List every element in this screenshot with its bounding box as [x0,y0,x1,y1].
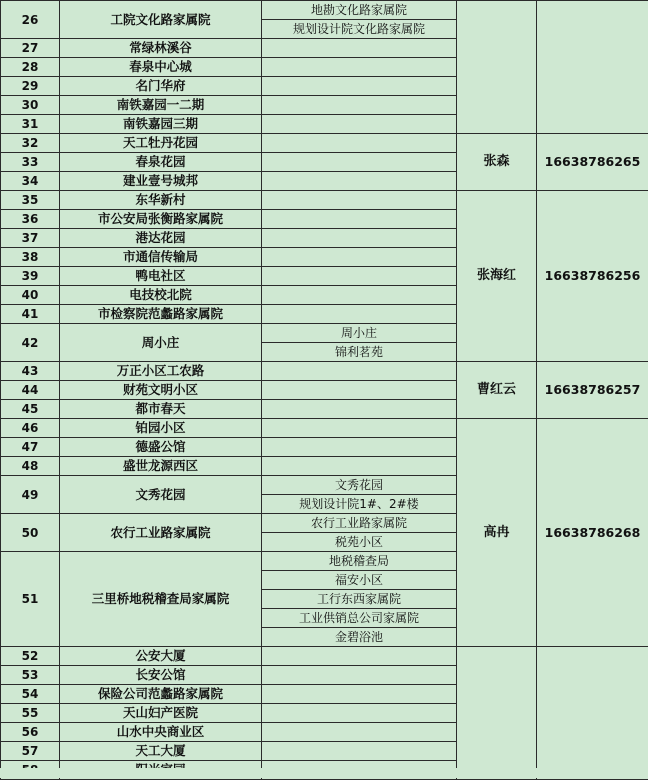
row-number: 35 [1,191,60,210]
sub-community: 工业供销总公司家属院 [262,609,457,628]
bottom-edge [0,768,648,778]
row-number: 48 [1,457,60,476]
sub-community [262,191,457,210]
community-name: 市公安局张衡路家属院 [60,210,262,229]
community-name: 市检察院范蠡路家属院 [60,305,262,324]
sub-community [262,438,457,457]
contact-person: 张森 [457,134,537,191]
sub-community: 农行工业路家属院 [262,514,457,533]
sub-community: 地税稽查局 [262,552,457,571]
sub-community [262,172,457,191]
row-number: 57 [1,742,60,761]
community-name: 万正小区工农路 [60,362,262,381]
row-number: 55 [1,704,60,723]
sub-community: 文秀花园 [262,476,457,495]
table-row [1,647,648,666]
row-number: 44 [1,381,60,400]
community-name: 名门华府 [60,77,262,96]
sub-community [262,305,457,324]
row-number: 39 [1,267,60,286]
community-name: 工院文化路家属院 [60,1,262,39]
sub-community: 工行东西家属院 [262,590,457,609]
row-number: 36 [1,210,60,229]
sub-community: 福安小区 [262,571,457,590]
contact-phone [537,1,648,134]
sub-community [262,96,457,115]
contact-phone: 16638786256 [537,191,648,362]
contact-person: 曹红云 [457,362,537,419]
sub-community [262,77,457,96]
community-name: 电技校北院 [60,286,262,305]
community-name: 南铁嘉园一二期 [60,96,262,115]
sub-community [262,742,457,761]
sub-community [262,457,457,476]
community-name: 三里桥地税稽查局家属院 [60,552,262,647]
community-name: 鸭电社区 [60,267,262,286]
sub-community: 规划设计院1#、2#楼 [262,495,457,514]
community-name: 南铁嘉园三期 [60,115,262,134]
sub-community [262,704,457,723]
sub-community: 金碧浴池 [262,628,457,647]
sub-community [262,286,457,305]
table-row [1,191,648,210]
community-name: 市通信传输局 [60,248,262,267]
sub-community: 锦利茗苑 [262,343,457,362]
contact-phone: 16638786257 [537,362,648,419]
sub-community [262,39,457,58]
row-number: 26 [1,1,60,39]
contact-person [457,1,537,134]
sub-community [262,381,457,400]
row-number: 53 [1,666,60,685]
contact-phone [537,647,648,780]
sub-community [262,647,457,666]
row-number: 43 [1,362,60,381]
sub-community [262,248,457,267]
row-number: 27 [1,39,60,58]
row-number: 40 [1,286,60,305]
sub-community [262,115,457,134]
row-number: 32 [1,134,60,153]
row-number: 37 [1,229,60,248]
row-number: 41 [1,305,60,324]
sub-community: 税苑小区 [262,533,457,552]
community-name: 财苑文明小区 [60,381,262,400]
row-number: 38 [1,248,60,267]
community-name: 德盛公馆 [60,438,262,457]
row-number: 49 [1,476,60,514]
contact-person [457,647,537,780]
table-row [1,1,648,20]
row-number: 52 [1,647,60,666]
row-number: 51 [1,552,60,647]
table-row [1,419,648,438]
community-name: 盛世龙源西区 [60,457,262,476]
row-number: 47 [1,438,60,457]
contact-phone: 16638786268 [537,419,648,647]
sub-community [262,362,457,381]
sub-community [262,685,457,704]
sub-community [262,723,457,742]
row-number: 45 [1,400,60,419]
community-name: 春泉中心城 [60,58,262,77]
sub-community [262,58,457,77]
sub-community [262,229,457,248]
sub-community: 地勘文化路家属院 [262,1,457,20]
sub-community [262,153,457,172]
community-name: 周小庄 [60,324,262,362]
row-number: 54 [1,685,60,704]
community-name: 天山妇产医院 [60,704,262,723]
sub-community [262,134,457,153]
sub-community [262,267,457,286]
row-number: 31 [1,115,60,134]
sub-community [262,210,457,229]
community-name: 东华新村 [60,191,262,210]
community-name: 天工大厦 [60,742,262,761]
row-number: 30 [1,96,60,115]
community-name: 建业壹号城邦 [60,172,262,191]
row-number: 50 [1,514,60,552]
row-number: 33 [1,153,60,172]
row-number: 46 [1,419,60,438]
community-name: 常绿林溪谷 [60,39,262,58]
sub-community [262,400,457,419]
table-body [1,1,648,780]
table-row [1,134,648,153]
row-number: 42 [1,324,60,362]
row-number: 56 [1,723,60,742]
sub-community: 规划设计院文化路家属院 [262,20,457,39]
sub-community [262,419,457,438]
community-name: 山水中央商业区 [60,723,262,742]
community-name: 长安公馆 [60,666,262,685]
community-name: 铂园小区 [60,419,262,438]
community-name: 春泉花园 [60,153,262,172]
sub-community [262,666,457,685]
row-number: 34 [1,172,60,191]
community-name: 公安大厦 [60,647,262,666]
table-row [1,362,648,381]
community-name: 天工牡丹花园 [60,134,262,153]
row-number: 29 [1,77,60,96]
community-name: 农行工业路家属院 [60,514,262,552]
contact-person: 高冉 [457,419,537,647]
sub-community: 周小庄 [262,324,457,343]
community-name: 港达花园 [60,229,262,248]
community-name: 都市春天 [60,400,262,419]
contact-person: 张海红 [457,191,537,362]
contact-phone: 16638786265 [537,134,648,191]
community-name: 文秀花园 [60,476,262,514]
row-number: 28 [1,58,60,77]
community-name: 保险公司范蠡路家属院 [60,685,262,704]
